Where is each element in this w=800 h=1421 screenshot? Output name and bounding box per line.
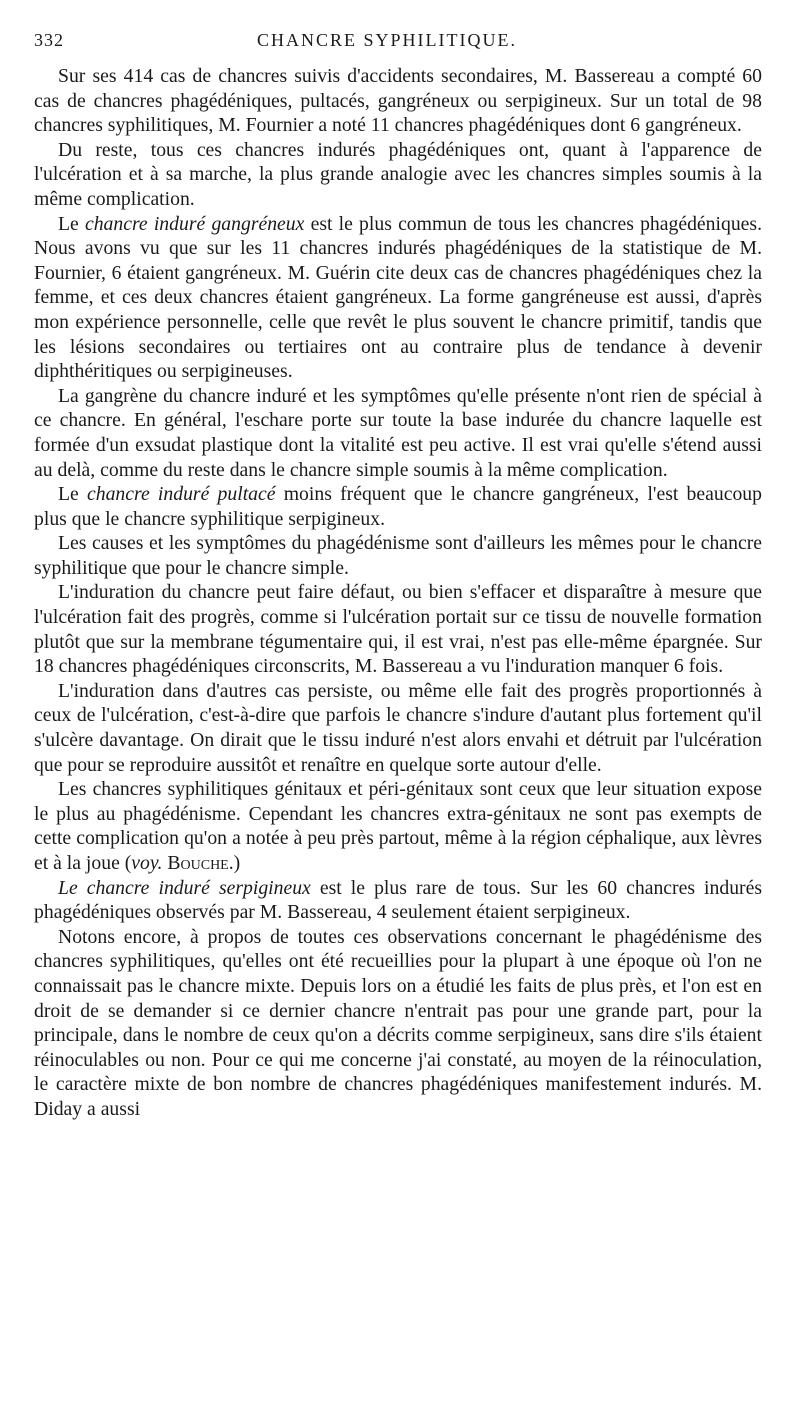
body-text	[34, 64, 762, 1122]
page-header	[34, 30, 740, 52]
paragraph-10: Le chancre induré serpigineux est le plus rare de tous. Sur les 60 chancres indurés phagédéniques observés par M. Bassereau, 4 seulement étaient serpigineux.	[34, 876, 763, 924]
cross-reference: Bouche	[167, 852, 229, 874]
running-title: CHANCRE SYPHILITIQUE.	[257, 30, 517, 50]
italic-term: Le chancre induré serpigineux	[58, 876, 311, 899]
paragraph-9: Les chancres syphilitiques génitaux et péri-génitaux sont ceux que leur situation expose le plus au phagédénisme. Cependant les chancres extra-génitaux ne sont pas exempts de cette complication qu'on a notée à peu près partout, même à la région céphalique, aux lèvres et à la joue (voy. Bouche.)	[34, 778, 762, 874]
paragraph-11: Notons encore, à propos de toutes ces observations concernant le phagédénisme des chancres syphilitiques, qu'elles ont été recueillies pour la plupart à une époque où l'on ne connaissait pas le chancre mixte. Depuis lors on a étudié les faits de plus près, et l'on est en droit de se demander si ce dernier chancre n'entrait pas pour une grande part, pour la principale, dans le nombre de ceux qu'on a décrits comme serpigineux, sans dire s'ils étaient réinoculables ou non. Pour ce qui me concerne j'ai constaté, au moyen de la réinoculation, le caractère mixte de bon nombre de chancres phagédéniques manifestement indurés. M. Diday a aussi	[34, 925, 762, 1120]
paragraph-6: Les causes et les symptômes du phagédénisme sont d'ailleurs les mêmes pour le chancre syphilitique que pour le chancre simple.	[34, 532, 762, 579]
paragraph-4: La gangrène du chancre induré et les symptômes qu'elle présente n'ont rien de spécial à ce chancre. En général, l'eschare porte sur toute la base indurée du chancre laquelle est formée d'un exsudat plastique dont la vitalité est peu active. Il est vrai qu'elle s'étend aussi au delà, comme du reste dans le chancre simple soumis à la même complication.	[34, 384, 762, 481]
paragraph-3: Le chancre induré gangréneux est le plus commun de tous les chancres phagédéniques. Nous avons vu que sur les 11 chancres indurés phagédéniques de la statistique de M. Fournier, 6 étaient gangréneux. M. Guérin cite deux cas de chancres phagédéniques chez la femme, et ces deux chancres étaient gangréneux. La forme gangréneuse est aussi, d'après mon expérience personnelle, celle que revêt le plus souvent le chancre primitif, tandis que les lésions secondaires ou tertiaires ont au contraire plus de tendance à devenir diphthéritiques ou serpigineuses.	[34, 212, 762, 383]
italic-term: chancre induré gangréneux	[84, 212, 305, 235]
paragraph-7: L'induration du chancre peut faire défaut, ou bien s'effacer et disparaître à mesure que l'ulcération fait des progrès, comme si l'ulcération portait sur ce tissu de nouvelle formation plutôt que sur la membrane tégumentaire qui, il est vrai, n'est pas elle-même épargnée. Sur 18 chancres phagédéniques circonscrits, M. Bassereau a vu l'induration manquer 6 fois.	[34, 581, 762, 678]
paragraph-1: Sur ses 414 cas de chancres suivis d'accidents secondaires, M. Bassereau a compté 60 cas de chancres phagédéniques, pultacés, gangréneux ou serpigineux. Sur un total de 98 chancres syphilitiques, M. Fournier a noté 11 chancres phagédéniques dont 6 gangréneux.	[34, 65, 762, 137]
paragraph-2: Du reste, tous ces chancres indurés phagédéniques ont, quant à l'apparence de l'ulcération et à sa marche, la plus grande analogie avec les chancres simples soumis à la même complication.	[34, 138, 762, 210]
page-number: 332	[34, 30, 64, 50]
paragraph-5: Le chancre induré pultacé moins fréquent que le chancre gangréneux, l'est beaucoup plus que le chancre syphilitique serpigineux.	[34, 483, 762, 530]
italic-reference: voy.	[131, 852, 163, 874]
paragraph-8: L'induration dans d'autres cas persiste, ou même elle fait des progrès proportionnés à ceux de l'ulcération, c'est-à-dire que parfois le chancre s'indure d'autant plus fortement qu'il s'ulcère davantage. On dirait que le tissu induré n'est alors envahi et détruit par l'ulcération que pour se reproduire aussitôt et renaître en quelque sorte autour d'elle.	[34, 679, 762, 776]
italic-term: chancre induré pultacé	[87, 483, 276, 506]
